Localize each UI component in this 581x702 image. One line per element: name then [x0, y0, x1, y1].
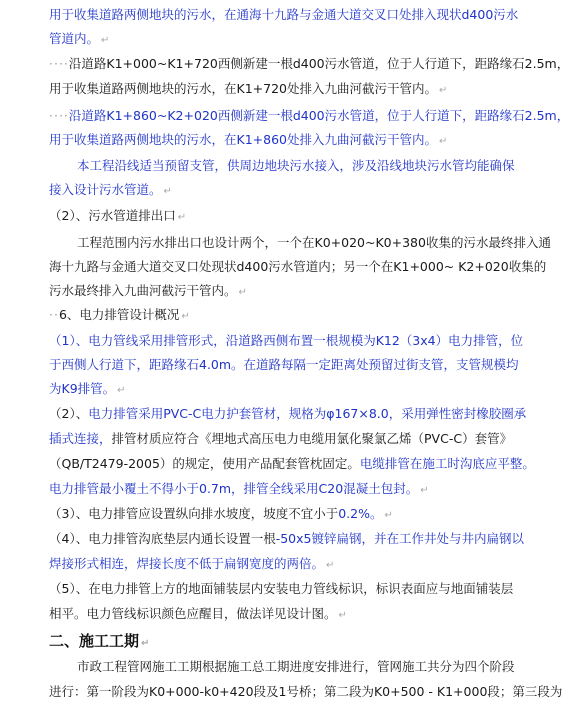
text-run: 相平。电力管线标识颜色应醒目，做法详见设计图。 — [49, 606, 337, 621]
text-line — [77, 234, 551, 252]
paragraph-mark-icon: ↵ — [101, 35, 110, 46]
text-run: 用于收集道路两侧地块的污水，在K1+720处排入九曲河截污干管内。 — [49, 81, 437, 96]
indent-dots: ···· — [49, 56, 69, 71]
section-heading — [49, 630, 149, 652]
text-line — [49, 30, 109, 48]
text-run: 电缆排管在施工时沟底应平整。 — [359, 456, 535, 471]
text-line — [49, 55, 569, 73]
text-line — [49, 683, 562, 701]
text-line — [49, 258, 546, 276]
text-line — [49, 80, 447, 98]
text-run: 沿道路K1+860~K2+020西侧新建一根d400污水管道，位于人行道下，距路缘石2.5m， — [68, 108, 570, 123]
text-run: 进行：第一阶段为K0+000-k0+420段及1号桥；第二段为K0+500 - K1+000段；第三段为 — [49, 684, 563, 699]
text-line — [49, 380, 126, 398]
text-run: （QB/T2479-2005）的规定，使用产品配套管枕固定。 — [49, 456, 360, 471]
paragraph-mark-icon: ↵ — [238, 287, 247, 298]
text-run: 海十九路与金通大道交叉口处现状d400污水管道内；另一个在K1+000~ K2+020收集的 — [49, 259, 547, 274]
text-run: 用于收集道路两侧地块的污水，在通海十九路与金通大道交叉口处排入现状d400污水 — [49, 7, 519, 22]
text-run: （1）、电力管线采用排管形式，沿道路西侧布置一根规模为K12（3x4）电力排管，位 — [49, 333, 524, 348]
text-run: -50x5镀锌扁钢，并在工作井处与井内扁钢以 — [275, 531, 524, 546]
text-line — [49, 605, 347, 623]
text-line — [49, 181, 172, 199]
paragraph-mark-icon: ↵ — [438, 136, 448, 147]
text-line — [49, 332, 523, 350]
text-run: 沿道路K1+000~K1+720西侧新建一根d400污水管道，位于人行道下，距路缘石2.5m， — [68, 56, 570, 71]
text-run: 污水最终排入九曲河截污干管内。 — [49, 283, 237, 298]
text-run: 用于收集道路两侧地块的污水，在K1+860处排入九曲河截污干管内。 — [49, 132, 437, 147]
text-run: 管道内。 — [49, 31, 100, 46]
text-run: （3）、电力排管应设置纵向排水坡度，坡度不宜小于 — [49, 506, 339, 521]
indent-dots: ···· — [49, 108, 69, 123]
paragraph-mark-icon: ↵ — [326, 560, 335, 571]
paragraph-mark-icon: ↵ — [438, 85, 448, 96]
text-line — [49, 207, 186, 225]
text-line — [49, 405, 526, 423]
paragraph-mark-icon: ↵ — [420, 485, 429, 496]
indent-dots: ·· — [49, 307, 59, 322]
paragraph-mark-icon: ↵ — [181, 311, 190, 322]
text-line — [49, 131, 447, 149]
text-line — [49, 455, 535, 473]
text-line — [49, 505, 393, 523]
text-run: 电力排管最小覆土不得小于0.7m，排管全线采用C20混凝土包封。 — [49, 481, 419, 496]
text-run: 本工程沿线适当预留支管，供周边地块污水接入，涉及沿线地块污水管均能确保 — [77, 158, 515, 173]
paragraph-mark-icon: ↵ — [177, 212, 187, 223]
paragraph-mark-icon: ↵ — [163, 186, 172, 197]
text-run: 0.2%。 — [338, 506, 383, 521]
text-run: 电力排管采用PVC-C电力护套管材，规格为φ167×8.0，采用弹性密封橡胶圈承 — [88, 406, 527, 421]
text-run: 插式连接， — [49, 431, 112, 446]
text-line — [49, 480, 429, 498]
text-run: （4）、电力排管沟底垫层内通长设置一根 — [49, 531, 276, 546]
paragraph-mark-icon: ↵ — [141, 638, 150, 649]
text-line — [49, 530, 524, 548]
text-line — [49, 580, 513, 598]
text-line — [49, 356, 519, 374]
text-run: 为K9排管。 — [49, 381, 116, 396]
text-line — [77, 157, 515, 175]
text-run: 排管材质应符合《埋地式高压电力电缆用氯化聚氯乙烯（PVC-C）套管》 — [111, 431, 513, 446]
text-line — [49, 107, 569, 125]
text-line — [49, 6, 518, 24]
text-run: （2）、污水管道排出口 — [49, 208, 176, 223]
text-run: 于西侧人行道下，距路缘石4.0m。在道路每隔一定距离处预留过街支管，支管规模均 — [49, 357, 519, 372]
text-line — [49, 555, 334, 573]
heading-text: 二、施工工期 — [49, 632, 140, 650]
text-line — [49, 430, 512, 448]
text-line — [49, 282, 247, 300]
text-line — [77, 658, 515, 676]
text-run: 6、电力排管设计概况 — [58, 307, 180, 322]
paragraph-mark-icon: ↵ — [117, 385, 126, 396]
text-line — [49, 306, 190, 324]
text-run: （2）、 — [49, 406, 89, 421]
text-run: 焊接形式相连，焊接长度不低于扁钢宽度的两倍。 — [49, 556, 325, 571]
paragraph-mark-icon: ↵ — [384, 510, 393, 521]
text-run: 市政工程管网施工工期根据施工总工期进度安排进行，管网施工共分为四个阶段 — [77, 659, 515, 674]
paragraph-mark-icon: ↵ — [338, 610, 347, 621]
text-run: 接入设计污水管道。 — [49, 182, 162, 197]
text-run: 工程范围内污水排出口也设计两个，一个在K0+020~K0+380收集的污水最终排入通 — [77, 235, 551, 250]
text-run: （5）、在电力排管上方的地面铺装层内安装电力管线标识，标识表面应与地面铺装层 — [49, 581, 514, 596]
